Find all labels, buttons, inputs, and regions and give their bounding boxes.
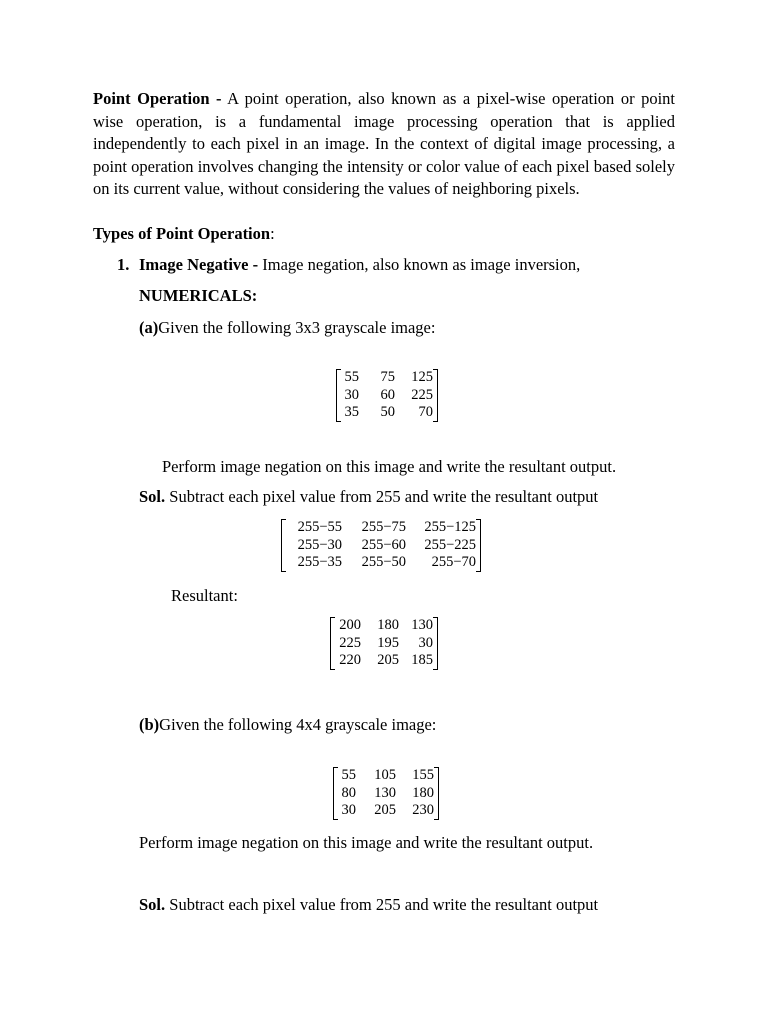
- item-1-line: [117, 255, 129, 275]
- left-bracket: [330, 617, 335, 670]
- matrix-cell: 180: [412, 784, 434, 801]
- part-b-sol-label: Sol.: [139, 895, 166, 914]
- part-b-label: (b): [139, 715, 160, 734]
- matrix-row: [286, 519, 476, 537]
- intro-body: A point operation, also known as a pixel-wise operation or point wise operation, is a fundamental image processing operation that is applied independently to each pixel in an image. In the context of digital image processing, a point operation involves changing the intensity or color value of each pixel based solely on its current value, without considering the values of neighboring pixels.: [93, 89, 676, 199]
- matrix-cell: 205: [377, 652, 399, 668]
- matrix-row: [286, 537, 476, 555]
- matrix-cell: 55: [341, 767, 356, 783]
- matrix-cell: 70: [418, 404, 433, 420]
- right-bracket: [433, 369, 438, 422]
- matrix-row: [341, 369, 433, 387]
- part-a-input-matrix: [336, 369, 438, 422]
- matrix-cell: 225: [411, 386, 433, 403]
- part-a-label: (a): [139, 318, 159, 337]
- matrix-cell: 130: [411, 617, 433, 633]
- matrix-cell: 55: [344, 369, 359, 385]
- matrix-row: [338, 785, 434, 803]
- part-a-sol-label: Sol.: [139, 487, 166, 506]
- numericals-label: NUMERICALS:: [139, 286, 258, 305]
- matrix-cell: 255−75: [361, 519, 406, 535]
- part-a-sol-text: Subtract each pixel value from 255 and write the resultant output: [165, 487, 599, 506]
- matrix-cell: 255−30: [297, 536, 342, 553]
- matrix-row: [335, 617, 433, 635]
- matrix-row: [335, 652, 433, 670]
- part-b-prompt: Given the following 4x4 grayscale image:: [159, 715, 437, 734]
- matrix-cell: 255−60: [361, 536, 406, 553]
- right-bracket: [476, 519, 481, 572]
- part-b-task: Perform image negation on this image and write the resultant output.: [139, 833, 594, 852]
- right-bracket: [434, 767, 439, 820]
- left-bracket: [281, 519, 286, 572]
- matrix-cell: 180: [377, 617, 399, 633]
- matrix-cell: 255−125: [424, 519, 476, 535]
- types-colon: :: [270, 224, 275, 243]
- part-a-expression-matrix: [281, 519, 481, 572]
- matrix-cell: 255−50: [361, 554, 406, 570]
- matrix-cell: 125: [411, 369, 433, 385]
- part-a-solution-line: [139, 487, 598, 507]
- part-b-solution-line: [139, 895, 598, 915]
- part-a-task: Perform image negation on this image and write the resultant output.: [162, 457, 617, 476]
- matrix-cell: 255−55: [297, 519, 342, 535]
- matrix-row: [341, 387, 433, 405]
- intro-title: Point Operation -: [93, 89, 222, 108]
- matrix-cell: 105: [374, 767, 396, 783]
- numericals-heading: [139, 286, 257, 306]
- left-bracket: [336, 369, 341, 422]
- right-bracket: [433, 617, 438, 670]
- matrix-cell: 205: [374, 802, 396, 818]
- item-1-title: Image Negative -: [139, 255, 259, 274]
- matrix-cell: 60: [380, 386, 395, 403]
- matrix-cell: 30: [341, 802, 356, 818]
- matrix-cell: 50: [380, 404, 395, 420]
- matrix-cell: 35: [344, 404, 359, 420]
- item-1-number: 1.: [117, 255, 130, 274]
- matrix-cell: 30: [344, 386, 359, 403]
- part-b-prompt-line: [139, 715, 436, 735]
- matrix-row: [338, 802, 434, 820]
- matrix-cell: 255−70: [431, 554, 476, 570]
- intro-paragraph: [93, 88, 675, 201]
- matrix-cell: 195: [377, 634, 399, 651]
- left-bracket: [333, 767, 338, 820]
- matrix-cell: 80: [341, 784, 356, 801]
- part-a-prompt-line: [139, 318, 435, 338]
- matrix-cell: 30: [418, 634, 433, 651]
- matrix-row: [335, 635, 433, 653]
- matrix-cell: 130: [374, 784, 396, 801]
- matrix-row: [286, 554, 476, 572]
- item-1-text: [139, 255, 580, 275]
- matrix-cell: 185: [411, 652, 433, 668]
- types-heading-line: [93, 224, 275, 244]
- item-1-body: Image negation, also known as image inversion,: [258, 255, 581, 274]
- matrix-cell: 220: [339, 652, 361, 668]
- matrix-cell: 230: [412, 802, 434, 818]
- part-b-input-matrix: [333, 767, 439, 820]
- part-b-sol-text: Subtract each pixel value from 255 and write the resultant output: [165, 895, 599, 914]
- matrix-cell: 225: [339, 634, 361, 651]
- types-heading: Types of Point Operation: [93, 224, 271, 243]
- resultant-label: Resultant:: [171, 586, 238, 605]
- part-a-result-matrix: [330, 617, 438, 670]
- part-a-prompt: Given the following 3x3 grayscale image:: [158, 318, 436, 337]
- matrix-cell: 255−225: [424, 536, 476, 553]
- matrix-cell: 155: [412, 767, 434, 783]
- matrix-row: [338, 767, 434, 785]
- matrix-cell: 255−35: [297, 554, 342, 570]
- matrix-cell: 75: [380, 369, 395, 385]
- matrix-row: [341, 404, 433, 422]
- matrix-cell: 200: [339, 617, 361, 633]
